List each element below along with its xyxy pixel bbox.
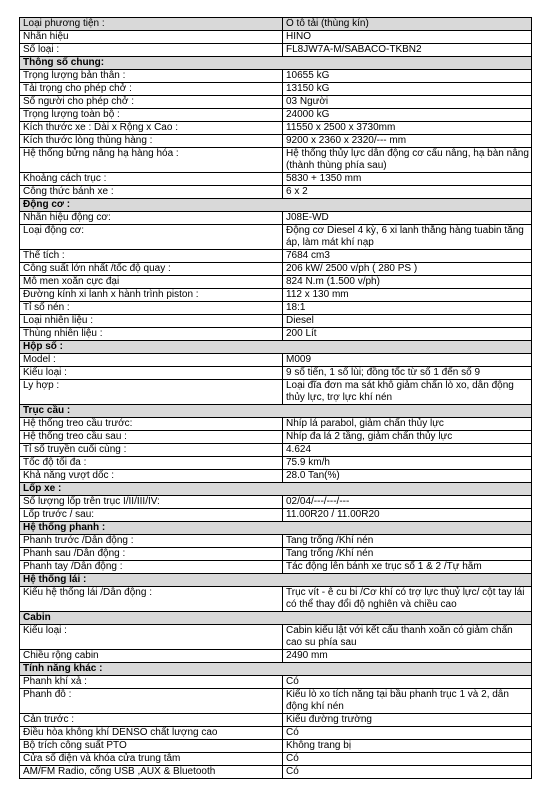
spec-row xyxy=(20,354,532,367)
spec-row xyxy=(20,689,532,714)
spec-row xyxy=(20,766,532,779)
spec-label: Phanh sau /Dẫn động : xyxy=(20,548,283,561)
spec-row xyxy=(20,44,532,57)
spec-label: Trọng lượng toàn bộ : xyxy=(20,109,283,122)
spec-value: 112 x 130 mm xyxy=(283,289,532,302)
section-title: Thông số chung: xyxy=(20,57,532,70)
spec-value: 11.00R20 / 11.00R20 xyxy=(283,509,532,522)
spec-value: 206 kW/ 2500 v/ph ( 280 PS ) xyxy=(283,263,532,276)
spec-value: 7684 cm3 xyxy=(283,250,532,263)
spec-label: Kiểu loại : xyxy=(20,367,283,380)
section-title: Động cơ : xyxy=(20,199,532,212)
spec-label: Khoảng cách trục : xyxy=(20,173,283,186)
spec-row xyxy=(20,96,532,109)
spec-row xyxy=(20,212,532,225)
section-header xyxy=(20,405,532,418)
spec-value: 10655 kG xyxy=(283,70,532,83)
spec-row xyxy=(20,548,532,561)
spec-label: Số loại : xyxy=(20,44,283,57)
spec-row xyxy=(20,727,532,740)
spec-row xyxy=(20,315,532,328)
spec-value: 6 x 2 xyxy=(283,186,532,199)
spec-label: Cửa sổ điện và khóa cửa trung tâm xyxy=(20,753,283,766)
spec-row xyxy=(20,380,532,405)
spec-label: Khả năng vượt dốc : xyxy=(20,470,283,483)
spec-label: Kiểu loại : xyxy=(20,625,283,650)
spec-label: Thùng nhiên liệu : xyxy=(20,328,283,341)
spec-row xyxy=(20,418,532,431)
spec-row xyxy=(20,135,532,148)
spec-row xyxy=(20,625,532,650)
spec-label: Phanh đỗ : xyxy=(20,689,283,714)
spec-table-body xyxy=(20,18,532,779)
spec-label: Kích thước lòng thùng hàng : xyxy=(20,135,283,148)
spec-row xyxy=(20,148,532,173)
spec-value: 28.0 Tan(%) xyxy=(283,470,532,483)
spec-row xyxy=(20,509,532,522)
spec-row xyxy=(20,714,532,727)
spec-label: Trọng lượng bản thân : xyxy=(20,70,283,83)
spec-row xyxy=(20,173,532,186)
spec-value: FL8JW7A-M/SABACO-TKBN2 xyxy=(283,44,532,57)
spec-value: 9200 x 2360 x 2320/--- mm xyxy=(283,135,532,148)
section-title: Trục cầu : xyxy=(20,405,532,418)
spec-row xyxy=(20,250,532,263)
spec-row xyxy=(20,740,532,753)
spec-label: Nhãn hiệu xyxy=(20,31,283,44)
spec-row xyxy=(20,83,532,96)
section-header xyxy=(20,341,532,354)
spec-row xyxy=(20,431,532,444)
spec-row xyxy=(20,496,532,509)
spec-value: Tang trống /Khí nén xyxy=(283,548,532,561)
spec-label: Hệ thống treo cầu trước: xyxy=(20,418,283,431)
vehicle-type-label: Loại phương tiện : xyxy=(20,18,283,31)
spec-row xyxy=(20,302,532,315)
section-header xyxy=(20,483,532,496)
spec-value: Có xyxy=(283,676,532,689)
spec-row xyxy=(20,289,532,302)
spec-label: Mô men xoắn cực đại xyxy=(20,276,283,289)
spec-value: HINO xyxy=(283,31,532,44)
spec-label: AM/FM Radio, cổng USB ,AUX & Bluetooth xyxy=(20,766,283,779)
spec-value: Cabin kiểu lật với kết cấu thanh xoắn có giảm chấn cao su phía sau xyxy=(283,625,532,650)
spec-value: J08E-WD xyxy=(283,212,532,225)
spec-label: Đường kính xi lanh x hành trình piston : xyxy=(20,289,283,302)
section-header xyxy=(20,612,532,625)
spec-row xyxy=(20,444,532,457)
spec-value: Có xyxy=(283,727,532,740)
spec-row xyxy=(20,276,532,289)
spec-label: Hệ thống treo cầu sau : xyxy=(20,431,283,444)
spec-value: Diesel xyxy=(283,315,532,328)
spec-label: Loại động cơ: xyxy=(20,225,283,250)
spec-row xyxy=(20,535,532,548)
spec-label: Model : xyxy=(20,354,283,367)
spec-value: 13150 kG xyxy=(283,83,532,96)
spec-value: Có xyxy=(283,753,532,766)
spec-label: Cản trước : xyxy=(20,714,283,727)
spec-value: 4.624 xyxy=(283,444,532,457)
spec-label: Số lượng lốp trên trục I/II/III/IV: xyxy=(20,496,283,509)
section-header xyxy=(20,57,532,70)
spec-label: Nhãn hiệu động cơ: xyxy=(20,212,283,225)
spec-label: Tỉ số truyền cuối cùng : xyxy=(20,444,283,457)
spec-value: Động cơ Diesel 4 kỳ, 6 xi lanh thẳng hàng tuabin tăng áp, làm mát khí nạp xyxy=(283,225,532,250)
spec-value: Trục vít - ê cu bi /Cơ khí có trợ lực thuỷ lực/ cột tay lái có thể thay đổi độ nghiên và chiều cao xyxy=(283,587,532,612)
spec-label: Kiểu hệ thống lái /Dẫn động : xyxy=(20,587,283,612)
spec-table xyxy=(19,17,532,779)
spec-row xyxy=(20,676,532,689)
spec-row xyxy=(20,263,532,276)
section-header xyxy=(20,199,532,212)
spec-row xyxy=(20,650,532,663)
section-title: Tính năng khác : xyxy=(20,663,532,676)
spec-label: Điều hòa không khí DENSO chất lượng cao xyxy=(20,727,283,740)
spec-row xyxy=(20,122,532,135)
spec-label: Tỉ số nén : xyxy=(20,302,283,315)
spec-value: 824 N.m (1.500 v/ph) xyxy=(283,276,532,289)
spec-value: Hệ thống thủy lực dẫn động cơ cấu nâng, hạ bàn nâng (thành thùng phía sau) xyxy=(283,148,532,173)
spec-value: 24000 kG xyxy=(283,109,532,122)
section-header xyxy=(20,663,532,676)
spec-label: Công suất lớn nhất /tốc độ quay : xyxy=(20,263,283,276)
spec-label: Tải trọng cho phép chở : xyxy=(20,83,283,96)
spec-row xyxy=(20,561,532,574)
section-header xyxy=(20,574,532,587)
spec-label: Kích thước xe : Dài x Rộng x Cao : xyxy=(20,122,283,135)
section-title: Hệ thống lái : xyxy=(20,574,532,587)
spec-row xyxy=(20,109,532,122)
spec-value: 11550 x 2500 x 3730mm xyxy=(283,122,532,135)
spec-value: 9 số tiến, 1 số lùi; đồng tốc từ số 1 đến số 9 xyxy=(283,367,532,380)
spec-value: Tang trống /Khí nén xyxy=(283,535,532,548)
spec-row xyxy=(20,225,532,250)
spec-row xyxy=(20,367,532,380)
spec-label: Lốp trước / sau: xyxy=(20,509,283,522)
spec-label: Tốc độ tối đa : xyxy=(20,457,283,470)
spec-label: Chiều rộng cabin xyxy=(20,650,283,663)
spec-value: Có xyxy=(283,766,532,779)
spec-row xyxy=(20,587,532,612)
vehicle-type-value: Ô tô tải (thùng kín) xyxy=(283,18,532,31)
section-header xyxy=(20,522,532,535)
spec-value: 200 Lít xyxy=(283,328,532,341)
spec-row xyxy=(20,186,532,199)
vehicle-type-row xyxy=(20,18,532,31)
spec-row xyxy=(20,70,532,83)
spec-row xyxy=(20,328,532,341)
spec-label: Bộ trích công suất PTO xyxy=(20,740,283,753)
spec-value: 75.9 km/h xyxy=(283,457,532,470)
section-title: Hệ thống phanh : xyxy=(20,522,532,535)
spec-label: Công thức bánh xe : xyxy=(20,186,283,199)
spec-label: Loại nhiên liệu : xyxy=(20,315,283,328)
spec-row xyxy=(20,31,532,44)
spec-label: Thể tích : xyxy=(20,250,283,263)
spec-label: Phanh khí xả : xyxy=(20,676,283,689)
spec-label: Phanh tay /Dẫn động : xyxy=(20,561,283,574)
spec-value: 02/04/---/---/--- xyxy=(283,496,532,509)
spec-label: Ly hợp : xyxy=(20,380,283,405)
spec-value: 18:1 xyxy=(283,302,532,315)
spec-value: Nhíp lá parabol, giảm chấn thủy lực xyxy=(283,418,532,431)
section-title: Cabin xyxy=(20,612,532,625)
spec-label: Số người cho phép chở : xyxy=(20,96,283,109)
spec-value: Nhíp đa lá 2 tầng, giảm chấn thủy lực xyxy=(283,431,532,444)
spec-label: Phanh trước /Dẫn động : xyxy=(20,535,283,548)
spec-value: 5830 + 1350 mm xyxy=(283,173,532,186)
spec-label: Hệ thống bửng nâng hạ hàng hóa : xyxy=(20,148,283,173)
spec-value: Kiểu đường trường xyxy=(283,714,532,727)
spec-value: Không trang bị xyxy=(283,740,532,753)
spec-value: Loại đĩa đơn ma sát khô giảm chấn lò xo, dẫn động thủy lực, trợ lực khí nén xyxy=(283,380,532,405)
spec-row xyxy=(20,470,532,483)
spec-value: 2490 mm xyxy=(283,650,532,663)
section-title: Hộp số : xyxy=(20,341,532,354)
spec-row xyxy=(20,753,532,766)
section-title: Lốp xe : xyxy=(20,483,532,496)
spec-value: 03 Người xyxy=(283,96,532,109)
spec-value: Kiểu lò xo tích năng tại bầu phanh trục 1 và 2, dẫn động khí nén xyxy=(283,689,532,714)
spec-value: M009 xyxy=(283,354,532,367)
spec-row xyxy=(20,457,532,470)
spec-value: Tác động lên bánh xe trục số 1 & 2 /Tự hãm xyxy=(283,561,532,574)
